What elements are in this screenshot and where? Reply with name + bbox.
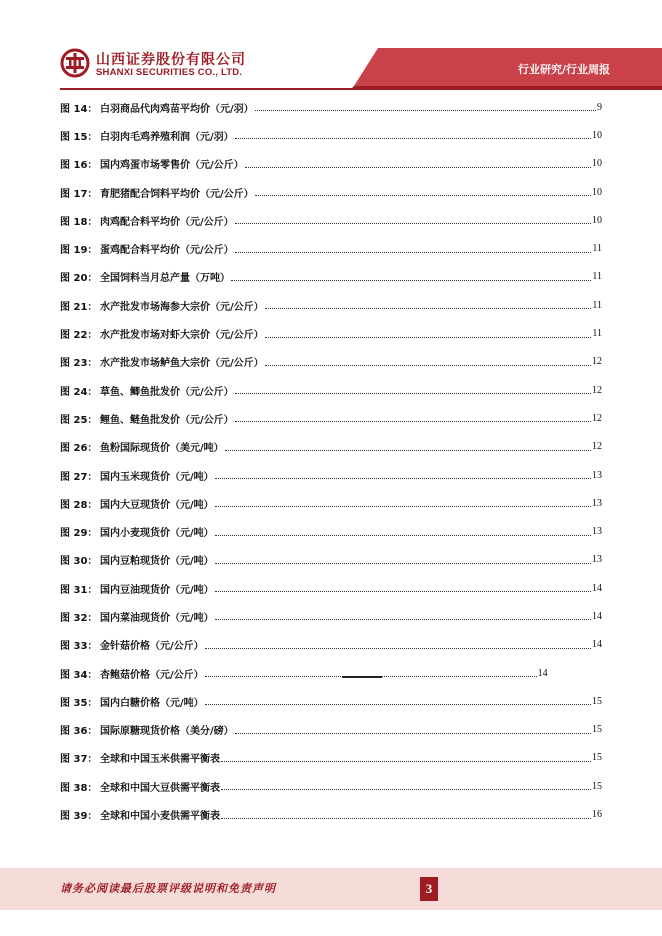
figure-page-number: 15: [592, 724, 602, 736]
figure-number: 图 22：: [60, 330, 98, 342]
dot-leader: [215, 618, 591, 620]
figure-number: 图 35：: [60, 697, 98, 709]
figure-title: 育肥猪配合饲料平均价（元/公斤）: [100, 188, 254, 200]
dot-leader: [235, 420, 591, 422]
disclaimer-text: 请务必阅读最后股票评级说明和免责声明: [60, 882, 276, 895]
figure-title: 水产批发市场鲈鱼大宗价（元/公斤）: [100, 358, 264, 370]
toc-entry[interactable]: [60, 234, 602, 262]
toc-entry[interactable]: [60, 150, 602, 178]
figure-number: 图 38：: [60, 782, 98, 794]
figure-number: 图 25：: [60, 414, 98, 426]
toc-entry[interactable]: [60, 461, 602, 489]
figure-title: 鲤鱼、鲢鱼批发价（元/公斤）: [100, 414, 234, 426]
dot-leader: [265, 307, 592, 309]
toc-entry[interactable]: [60, 546, 602, 574]
figure-number: 图 14：: [60, 103, 98, 115]
figure-title: 全国饲料当月总产量（万吨）: [100, 273, 230, 285]
dot-leader: [215, 590, 591, 592]
figure-number: 图 16：: [60, 160, 98, 172]
figure-title: 蛋鸡配合料平均价（元/公斤）: [100, 245, 234, 257]
dot-leader: [235, 137, 591, 139]
dot-leader: [215, 562, 591, 564]
dot-leader: [231, 279, 591, 281]
figure-number: 图 27：: [60, 471, 98, 483]
figure-title: 白羽肉毛鸡养殖利润（元/羽）: [100, 131, 234, 143]
figure-title: 肉鸡配合料平均价（元/公斤）: [100, 216, 234, 228]
toc-entry[interactable]: [60, 348, 602, 376]
dot-leader: [215, 534, 591, 536]
toc-entry[interactable]: [60, 404, 602, 432]
figure-number: 图 32：: [60, 612, 98, 624]
figure-title: 国内鸡蛋市场零售价（元/公斤）: [100, 160, 244, 172]
figure-number: 图 37：: [60, 754, 98, 766]
figure-number: 图 24：: [60, 386, 98, 398]
figure-number: 图 19：: [60, 245, 98, 257]
dot-leader: [255, 109, 596, 111]
figure-title: 草鱼、鲫鱼批发价（元/公斤）: [100, 386, 234, 398]
figure-number: 图 29：: [60, 528, 98, 540]
toc-entry[interactable]: [60, 574, 602, 602]
figure-number: 图 21：: [60, 301, 98, 313]
figure-page-number: 12: [592, 441, 602, 453]
toc-entry[interactable]: [60, 517, 602, 545]
company-name-cn: 山西证券股份有限公司: [96, 52, 246, 68]
figure-number: 图 28：: [60, 499, 98, 511]
figure-title: 国内大豆现货价（元/吨）: [100, 499, 214, 511]
figure-title: 水产批发市场海参大宗价（元/公斤）: [100, 301, 264, 313]
figure-title: 国内菜油现货价（元/吨）: [100, 612, 214, 624]
figure-title: 金针菇价格（元/公斤）: [100, 641, 204, 653]
figure-number: 图 26：: [60, 443, 98, 455]
figure-title: 全球和中国大豆供需平衡表: [100, 782, 220, 794]
dot-leader: [225, 449, 591, 451]
toc-entry[interactable]: [60, 319, 602, 347]
figure-number: 图 39：: [60, 811, 98, 823]
figure-number: 图 30：: [60, 556, 98, 568]
figure-number: 图 33：: [60, 641, 98, 653]
figure-page-number: 14: [592, 610, 602, 622]
figure-title: 国内豆粕现货价（元/吨）: [100, 556, 214, 568]
figure-number: 图 36：: [60, 726, 98, 738]
dot-leader: [235, 251, 592, 253]
dot-leader: [215, 477, 591, 479]
toc-entry[interactable]: [60, 433, 602, 461]
figure-list: [60, 93, 602, 829]
toc-entry[interactable]: [60, 659, 560, 687]
toc-entry[interactable]: [60, 178, 602, 206]
toc-entry[interactable]: [60, 716, 602, 744]
company-logo-icon: [60, 48, 90, 78]
figure-page-number: 11: [592, 299, 602, 311]
figure-title: 国际原糖现货价格（美分/磅）: [100, 726, 234, 738]
figure-page-number: 15: [592, 695, 602, 707]
stray-dash-mark: [342, 676, 382, 678]
dot-leader: [215, 505, 591, 507]
toc-entry[interactable]: [60, 489, 602, 517]
toc-entry[interactable]: [60, 744, 602, 772]
company-name-en: SHANXI SECURITIES CO., LTD.: [96, 67, 243, 78]
figure-page-number: 12: [592, 356, 602, 368]
figure-page-number: 14: [592, 639, 602, 651]
figure-page-number: 13: [592, 526, 602, 538]
figure-page-number: 15: [592, 780, 602, 792]
dot-leader: [235, 732, 591, 734]
dot-leader: [265, 364, 591, 366]
toc-entry[interactable]: [60, 291, 602, 319]
toc-entry[interactable]: [60, 93, 602, 121]
figure-page-number: 16: [592, 809, 602, 821]
figure-page-number: 10: [592, 214, 602, 226]
figure-number: 图 34：: [60, 669, 98, 681]
page-footer: [0, 868, 662, 910]
figure-page-number: 10: [592, 186, 602, 198]
figure-page-number: 10: [592, 158, 602, 170]
dot-leader: [221, 788, 591, 790]
toc-entry[interactable]: [60, 602, 602, 630]
figure-page-number: 13: [592, 497, 602, 509]
figure-page-number: 10: [592, 129, 602, 141]
figure-page-number: 13: [592, 554, 602, 566]
figure-number: 图 23：: [60, 358, 98, 370]
dot-leader: [205, 647, 591, 649]
dot-leader: [255, 194, 591, 196]
toc-entry[interactable]: [60, 687, 602, 715]
figure-page-number: 12: [592, 412, 602, 424]
toc-entry[interactable]: [60, 772, 602, 800]
page-number: 3: [420, 877, 438, 901]
figure-page-number: 13: [592, 469, 602, 481]
figure-title: 水产批发市场对虾大宗价（元/公斤）: [100, 330, 264, 342]
figure-page-number: 14: [537, 667, 548, 679]
figure-page-number: 11: [592, 243, 602, 255]
dot-leader: [235, 392, 591, 394]
page-header: [0, 0, 662, 92]
figure-title: 国内玉米现货价（元/吨）: [100, 471, 214, 483]
dot-leader: [245, 166, 591, 168]
figure-number: 图 15：: [60, 131, 98, 143]
figure-page-number: 12: [592, 384, 602, 396]
dot-leader: [221, 760, 591, 762]
toc-entry[interactable]: [60, 631, 602, 659]
toc-entry[interactable]: [60, 800, 602, 828]
figure-page-number: 11: [592, 271, 602, 283]
toc-entry[interactable]: [60, 376, 602, 404]
figure-number: 图 18：: [60, 216, 98, 228]
figure-title: 杏鲍菇价格（元/公斤）: [100, 669, 204, 681]
figure-title: 白羽商品代肉鸡苗平均价（元/羽）: [100, 103, 254, 115]
figure-page-number: 11: [592, 328, 602, 340]
figure-title: 国内豆油现货价（元/吨）: [100, 584, 214, 596]
toc-entry[interactable]: [60, 263, 602, 291]
dot-leader: [221, 817, 591, 819]
dot-leader: [205, 703, 591, 705]
figure-title: 鱼粉国际现货价（美元/吨）: [100, 443, 224, 455]
toc-entry[interactable]: [60, 206, 602, 234]
figure-title: 全球和中国小麦供需平衡表: [100, 811, 220, 823]
figure-title: 全球和中国玉米供需平衡表: [100, 754, 220, 766]
figure-title: 国内白糖价格（元/吨）: [100, 697, 204, 709]
figure-number: 图 20：: [60, 273, 98, 285]
dot-leader: [235, 222, 591, 224]
figure-title: 国内小麦现货价（元/吨）: [100, 528, 214, 540]
dot-leader: [265, 336, 592, 338]
report-type-label: 行业研究/行业周报: [517, 63, 610, 76]
figure-number: 图 17：: [60, 188, 98, 200]
figure-page-number: 9: [597, 101, 602, 113]
figure-number: 图 31：: [60, 584, 98, 596]
header-divider: [60, 88, 662, 90]
figure-page-number: 14: [592, 582, 602, 594]
toc-entry[interactable]: [60, 121, 602, 149]
figure-page-number: 15: [592, 752, 602, 764]
